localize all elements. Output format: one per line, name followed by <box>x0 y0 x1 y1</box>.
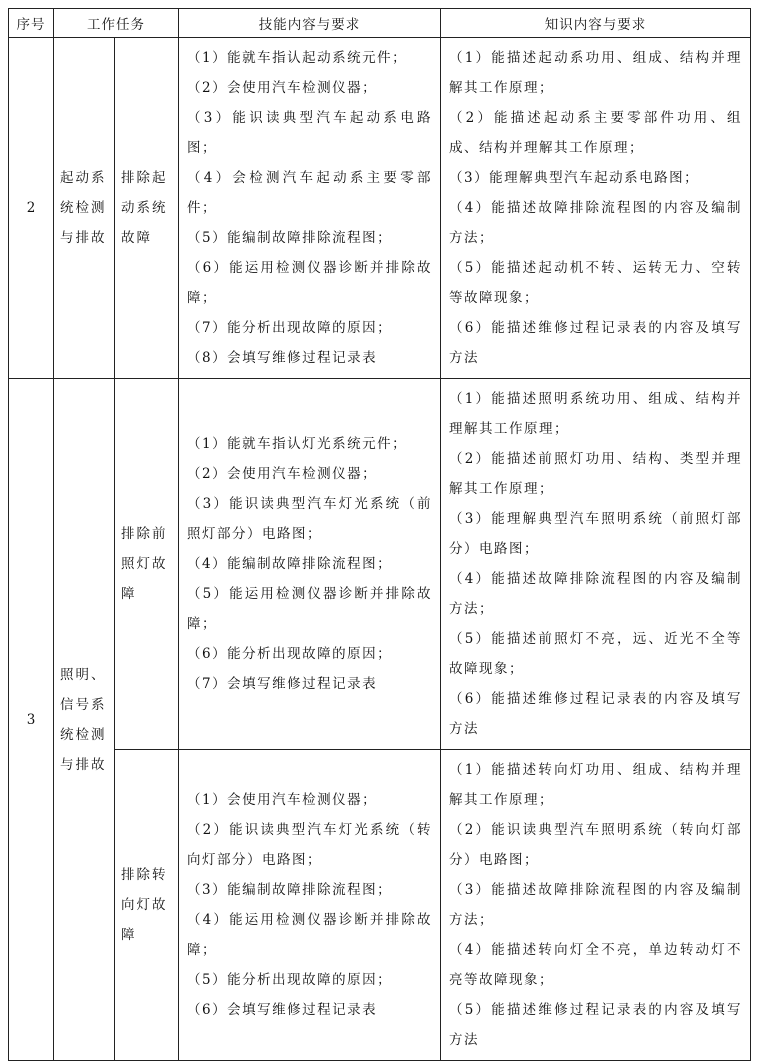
section-number: 2 <box>9 38 54 379</box>
work-task: 照明、信号系统检测与排故 <box>54 379 115 1061</box>
list-item: （3）能编制故障排除流程图； <box>187 882 393 898</box>
list-item: （2）会使用汽车检测仪器； <box>187 80 378 96</box>
list-item: （5）能描述维修过程记录表的内容及填写方法 <box>449 1002 742 1048</box>
sub-task: 排除转向灯故障 <box>115 750 179 1061</box>
list-item: （6）能分析出现故障的原因； <box>187 646 393 662</box>
list-item: （3）能描述故障排除流程图的内容及编制方法； <box>449 882 742 928</box>
list-item: （2）能描述前照灯功用、结构、类型并理解其工作原理； <box>449 451 742 497</box>
skill-list <box>179 750 441 1061</box>
list-item: （6）能描述维修过程记录表的内容及填写方法 <box>449 320 742 366</box>
list-item: （4）能描述故障排除流程图的内容及编制方法； <box>449 571 742 617</box>
list-item: （6）会填写维修过程记录表 <box>187 1002 378 1018</box>
curriculum-table <box>8 8 751 1061</box>
list-item: （2）能识读典型汽车照明系统（转向灯部分）电路图； <box>449 822 742 868</box>
list-item: （5）能运用检测仪器诊断并排除故障； <box>187 586 432 632</box>
list-item: （4）能运用检测仪器诊断并排除故障； <box>187 912 432 958</box>
list-item: （5）能分析出现故障的原因； <box>187 972 393 988</box>
list-item: （1）能就车指认灯光系统元件； <box>187 436 408 452</box>
list-item: （3）能识读典型汽车起动系电路图； <box>187 110 432 156</box>
sub-task: 排除前照灯故障 <box>115 379 179 750</box>
list-item: （2）能识读典型汽车灯光系统（转向灯部分）电路图； <box>187 822 432 868</box>
list-item: （1）会使用汽车检测仪器； <box>187 792 378 808</box>
list-item: （4）能描述故障排除流程图的内容及编制方法； <box>449 200 742 246</box>
list-item: （2）会使用汽车检测仪器； <box>187 466 378 482</box>
list-item: （7）能分析出现故障的原因； <box>187 320 393 336</box>
list-item: （4）能编制故障排除流程图； <box>187 556 393 572</box>
list-item: （5）能编制故障排除流程图； <box>187 230 393 246</box>
list-item: （5）能描述起动机不转、运转无力、空转等故障现象； <box>449 260 742 306</box>
header-row <box>9 9 751 38</box>
header-knowledge: 知识内容与要求 <box>441 9 751 38</box>
list-item: （1）能描述转向灯功用、组成、结构并理解其工作原理； <box>449 762 742 808</box>
section-number: 3 <box>9 379 54 1061</box>
list-item: （4）能描述转向灯全不亮，单边转动灯不亮等故障现象； <box>449 942 742 988</box>
skill-list <box>179 379 441 750</box>
list-item: （6）能描述维修过程记录表的内容及填写方法 <box>449 691 742 737</box>
knowledge-list <box>441 38 751 379</box>
list-item: （6）能运用检测仪器诊断并排除故障； <box>187 260 432 306</box>
work-task: 起动系统检测与排故 <box>54 38 115 379</box>
list-item: （5）能描述前照灯不亮，远、近光不全等故障现象； <box>449 631 742 677</box>
skill-list <box>179 38 441 379</box>
list-item: （8）会填写维修过程记录表 <box>187 350 378 366</box>
table-row <box>9 750 751 1061</box>
list-item: （7）会填写维修过程记录表 <box>187 676 378 692</box>
list-item: （1）能就车指认起动系统元件； <box>187 50 408 66</box>
header-task: 工作任务 <box>54 9 179 38</box>
list-item: （4）会检测汽车起动系主要零部件； <box>187 170 432 216</box>
sub-task: 排除起动系统故障 <box>115 38 179 379</box>
knowledge-list <box>441 379 751 750</box>
table-row <box>9 379 751 750</box>
list-item: （1）能描述起动系功用、组成、结构并理解其工作原理； <box>449 50 742 96</box>
list-item: （3）能识读典型汽车灯光系统（前照灯部分）电路图； <box>187 496 432 542</box>
header-skill: 技能内容与要求 <box>179 9 441 38</box>
list-item: （1）能描述照明系统功用、组成、结构并理解其工作原理； <box>449 391 742 437</box>
list-item: （3）能理解典型汽车起动系电路图； <box>449 170 700 186</box>
header-no: 序号 <box>9 9 54 38</box>
list-item: （2）能描述起动系主要零部件功用、组成、结构并理解其工作原理； <box>449 110 742 156</box>
list-item: （3）能理解典型汽车照明系统（前照灯部分）电路图； <box>449 511 742 557</box>
knowledge-list <box>441 750 751 1061</box>
table-row <box>9 38 751 379</box>
